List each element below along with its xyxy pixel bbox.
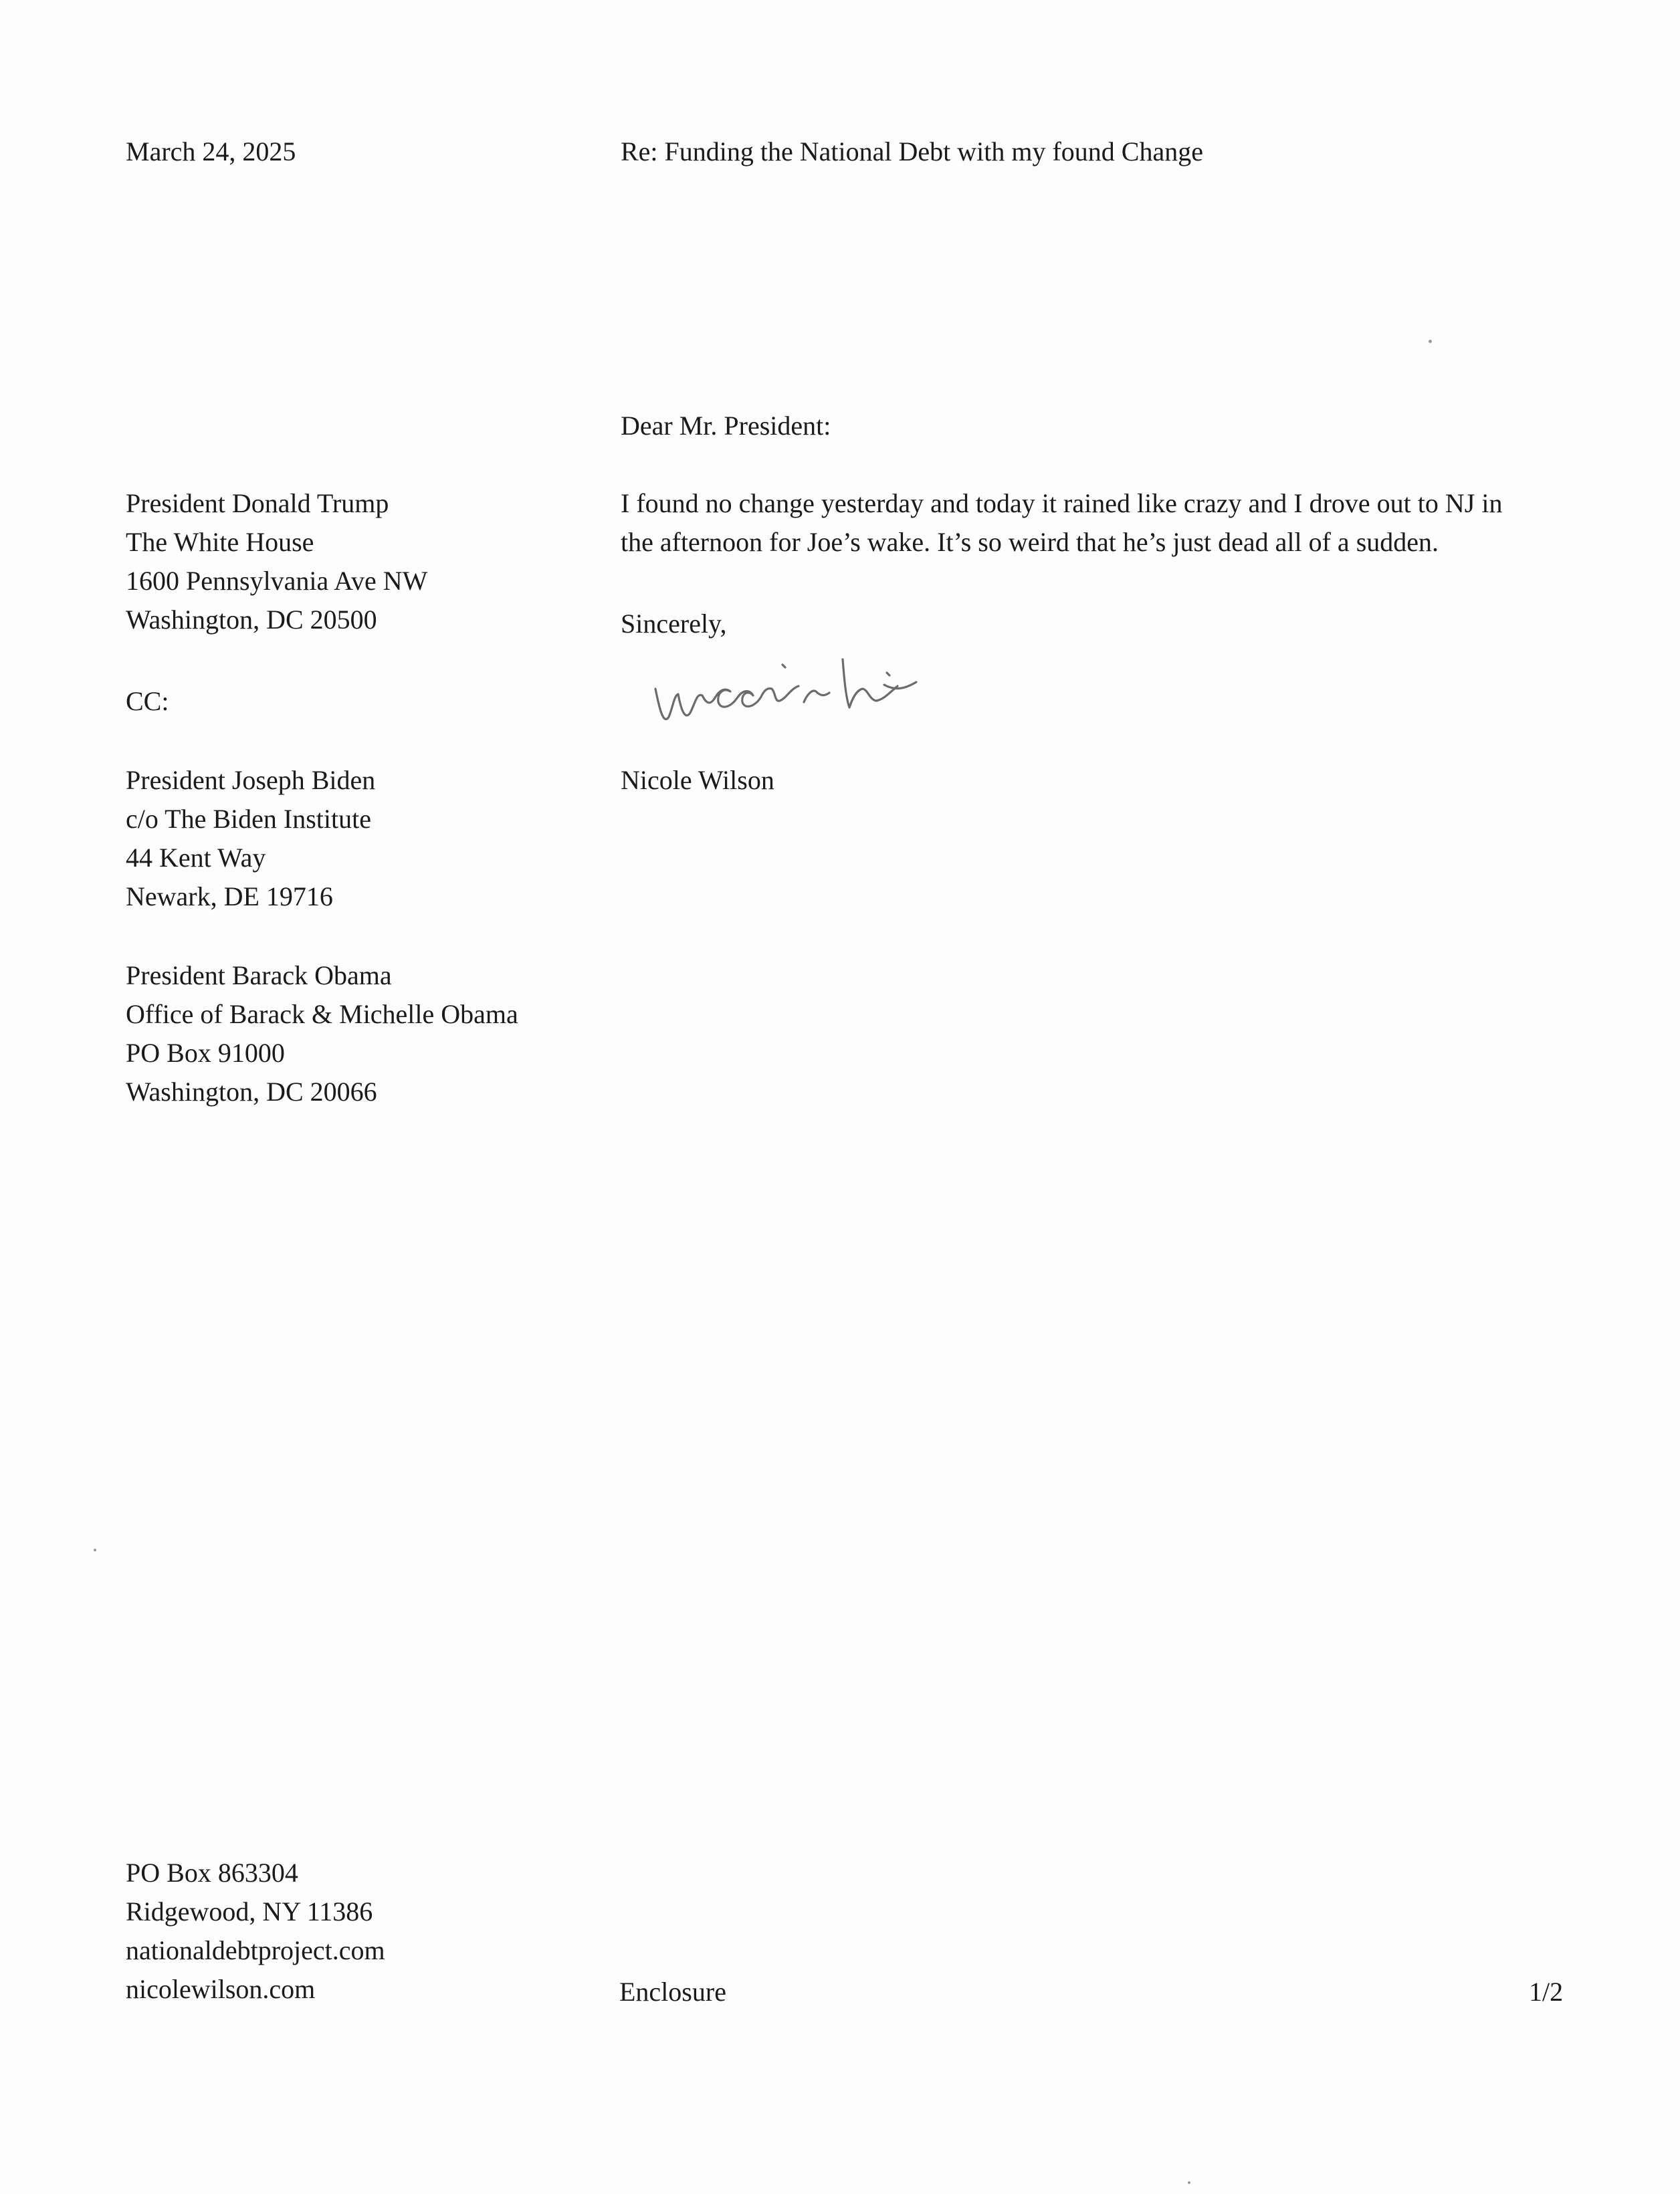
signature-image: [649, 649, 956, 742]
letter-subject: Re: Funding the National Debt with my found Change: [621, 136, 1203, 167]
recipient-line: Washington, DC 20500: [126, 605, 377, 635]
signer-name: Nicole Wilson: [621, 765, 774, 795]
sender-line: PO Box 863304: [126, 1858, 298, 1888]
sender-website: nicolewilson.com: [126, 1974, 316, 2004]
letter-date: March 24, 2025: [126, 136, 296, 167]
recipient-address: [126, 484, 427, 639]
scan-speck: [94, 1549, 96, 1551]
recipient-name: President Donald Trump: [126, 488, 389, 518]
cc-address-obama: [126, 956, 518, 1111]
scan-speck: [1429, 340, 1432, 343]
recipient-line: 1600 Pennsylvania Ave NW: [126, 566, 428, 596]
letter-body: [621, 484, 1570, 562]
sender-line: Ridgewood, NY 11386: [126, 1896, 373, 1927]
cc-address-biden: [126, 761, 375, 916]
body-line: I found no change yesterday and today it rained like crazy and I drove out to NJ in: [621, 488, 1503, 518]
body-line: the afternoon for Joe’s wake. It’s so weird that he’s just dead all of a sudden.: [621, 527, 1439, 557]
sender-address: [126, 1854, 385, 2009]
recipient-line: The White House: [126, 527, 314, 557]
cc-name: President Joseph Biden: [126, 765, 376, 795]
cc-line: PO Box 91000: [126, 1038, 285, 1068]
closing: Sincerely,: [621, 609, 727, 639]
cc-line: Newark, DE 19716: [126, 881, 333, 911]
cc-line: 44 Kent Way: [126, 843, 266, 873]
page-number: 1/2: [1529, 1977, 1564, 2007]
cc-line: Office of Barack & Michelle Obama: [126, 999, 518, 1029]
salutation: Dear Mr. President:: [621, 411, 831, 441]
cc-line: Washington, DC 20066: [126, 1077, 377, 1107]
sender-website: nationaldebtproject.com: [126, 1935, 385, 1965]
cc-name: President Barack Obama: [126, 960, 392, 990]
cc-label: CC:: [126, 686, 169, 716]
scan-speck: [1188, 2181, 1190, 2184]
enclosure-note: Enclosure: [619, 1977, 726, 2007]
cc-line: c/o The Biden Institute: [126, 804, 371, 834]
